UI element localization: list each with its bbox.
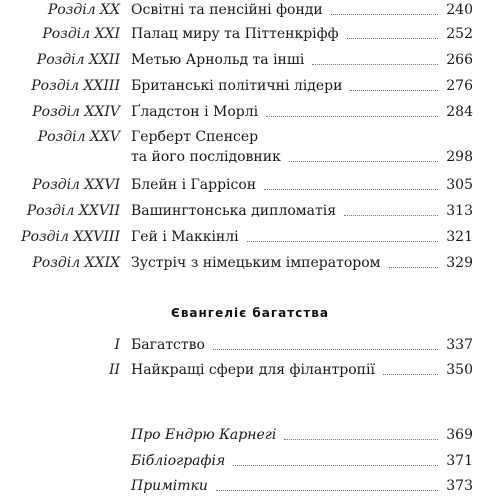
section-item-label: I	[114, 337, 120, 353]
page-number: 329	[446, 255, 473, 271]
chapter-title: Блейн і Гаррісон	[131, 177, 257, 193]
toc-entry[interactable]	[0, 227, 500, 253]
section-item-title: Багатство	[131, 337, 205, 353]
chapter-title: Палац миру та Піттенкріфф	[131, 26, 339, 42]
dot-leader	[264, 189, 438, 190]
dot-leader	[383, 374, 438, 375]
dot-leader	[347, 38, 439, 39]
section-item-label: II	[108, 362, 120, 378]
toc-entry[interactable]	[0, 425, 500, 451]
dot-leader	[344, 215, 438, 216]
chapter-title: Британські політичні лідери	[131, 78, 343, 94]
chapter-title: Зустріч з німецьким імператором	[131, 255, 381, 271]
chapter-label: Розділ XXIII	[31, 78, 120, 94]
back-matter-title: Про Ендрю Карнегі	[131, 427, 277, 443]
toc-entry[interactable]	[0, 335, 500, 361]
dot-leader	[331, 14, 439, 15]
page-number: 371	[446, 453, 473, 469]
page-number: 313	[446, 203, 473, 219]
toc-entry[interactable]	[0, 76, 500, 102]
toc-entry[interactable]	[0, 24, 500, 50]
chapter-label: Розділ XX	[47, 2, 120, 18]
chapter-label: Розділ XXI	[42, 26, 120, 42]
chapter-title-line1: Герберт Спенсер	[131, 129, 259, 145]
dot-leader	[216, 490, 438, 491]
toc-entry[interactable]	[0, 476, 500, 502]
toc-entry[interactable]	[0, 253, 500, 279]
chapter-title-line2: та його послідовник	[131, 149, 281, 165]
dot-leader	[289, 161, 438, 162]
back-matter-title: Бібліографія	[131, 453, 226, 469]
dot-leader	[233, 465, 438, 466]
toc-entry[interactable]	[0, 201, 500, 227]
dot-leader	[312, 64, 438, 65]
page-number: 350	[446, 362, 473, 378]
dot-leader	[247, 241, 439, 242]
chapter-label: Розділ XXVI	[32, 177, 120, 193]
chapter-label: Розділ XXII	[36, 52, 120, 68]
back-matter-title: Примітки	[131, 478, 208, 494]
page-number: 305	[446, 177, 473, 193]
section-heading: Євангеліє багатства	[171, 306, 329, 320]
page-number: 321	[446, 229, 473, 245]
chapter-label: Розділ XXIX	[32, 255, 120, 271]
chapter-title: Метью Арнольд та інші	[131, 52, 305, 68]
chapter-label: Розділ XXIV	[32, 104, 120, 120]
toc-entry[interactable]	[0, 50, 500, 76]
chapter-label: Розділ XXV	[37, 129, 120, 145]
dot-leader	[350, 90, 438, 91]
chapter-label: Розділ XXVII	[26, 203, 120, 219]
page-number: 266	[446, 52, 473, 68]
page-number: 284	[446, 104, 473, 120]
section-item-title: Найкращі сфери для філантропії	[131, 362, 375, 378]
dot-leader	[213, 349, 438, 350]
dot-leader	[284, 439, 438, 440]
chapter-title: Вашингтонська дипломатія	[131, 203, 337, 219]
page-number: 240	[446, 2, 473, 18]
toc-entry[interactable]	[0, 451, 500, 477]
page-number: 298	[446, 149, 473, 165]
chapter-title: Ґладстон і Морлі	[131, 104, 259, 120]
dot-leader	[266, 116, 438, 117]
page-number: 369	[446, 427, 473, 443]
page-number: 373	[446, 478, 473, 494]
page-number: 276	[446, 78, 473, 94]
dot-leader	[389, 267, 439, 268]
toc-entry[interactable]	[0, 175, 500, 201]
page-number: 337	[446, 337, 473, 353]
page-number: 252	[446, 26, 473, 42]
toc-entry[interactable]	[0, 127, 500, 173]
toc-entry[interactable]	[0, 360, 500, 386]
toc-entry[interactable]	[0, 102, 500, 128]
chapter-title: Гей і Маккінлі	[131, 229, 239, 245]
chapter-label: Розділ XXVIII	[21, 229, 120, 245]
toc-entry[interactable]	[0, 0, 500, 26]
chapter-title: Освітні та пенсійні фонди	[131, 2, 323, 18]
